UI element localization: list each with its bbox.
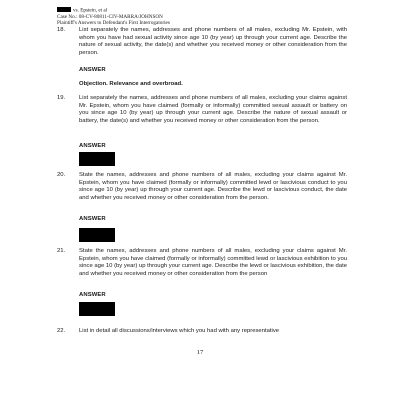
answer-label: ANSWER	[79, 292, 106, 298]
interrogatory-22	[57, 328, 347, 336]
item-text: List separately the names, addresses and phone numbers of all males, excluding your claims against Mr. Epstein, whom you have claimed (formally or informally) committed sexual assault or battery on you since age 10 (by year) up through your current age. Describe the nature of sexual assault or battery, the date(s) and whether you received money or other consideration from the person.	[79, 95, 347, 124]
case-number: Case No.: 08-CV-80811-CIV-MARRA/JOHNSON	[57, 13, 163, 20]
interrogatory-21	[57, 248, 347, 278]
interrogatory-18	[57, 27, 347, 57]
objection-text: Objection. Relevance and overbroad.	[79, 81, 183, 87]
redaction-bar	[57, 7, 71, 12]
redaction-box	[79, 302, 115, 316]
item-number: 22.	[57, 328, 66, 334]
interrogatory-20	[57, 172, 347, 202]
document-title: Plaintiff's Answers to Defendant's First Interrogatories	[57, 20, 170, 27]
item-text: List separately the names, addresses and phone numbers of all males, excluding Mr. Epstein, with whom you have had sexual activity since age 10 (by year) up through your current age. Describe the nature of sexual activity, the date(s) and whether you received money or other consideration from the person.	[79, 27, 347, 56]
answer-label: ANSWER	[79, 143, 106, 149]
answer-label: ANSWER	[79, 67, 106, 73]
item-text: List in detail all discussions/interviews which you had with any representative	[79, 328, 280, 334]
redaction-box	[79, 152, 115, 166]
item-text: State the names, addresses and phone numbers of all males, excluding your claims against Mr. Epstein, whom you have claimed (formally or informally) committed lewd or lascivious conduct to you since age 10 (by year) up through your current age. Describe the lewd or lascivious conduct, the date and whether you received money or other consideration from the person.	[79, 172, 347, 201]
case-header	[57, 7, 257, 27]
item-text: State the names, addresses and phone numbers of all males, excluding your claims against Mr. Epstein, whom you have claimed (formally or informally) committed lewd or lascivious exhibition to you since age 10 (by year) up through your current age. Describe the lewd or lascivious exhibition, the date and whether you received money or other consideration from the person	[79, 248, 347, 277]
item-number: 20.	[57, 172, 66, 178]
case-title: vs. Epstein, et al	[73, 7, 108, 14]
item-number: 18.	[57, 27, 66, 33]
item-number: 21.	[57, 248, 66, 254]
item-number: 19.	[57, 95, 66, 101]
interrogatory-19	[57, 95, 347, 125]
answer-label: ANSWER	[79, 216, 106, 222]
page-number: 17	[196, 349, 204, 356]
redaction-box	[79, 228, 115, 242]
